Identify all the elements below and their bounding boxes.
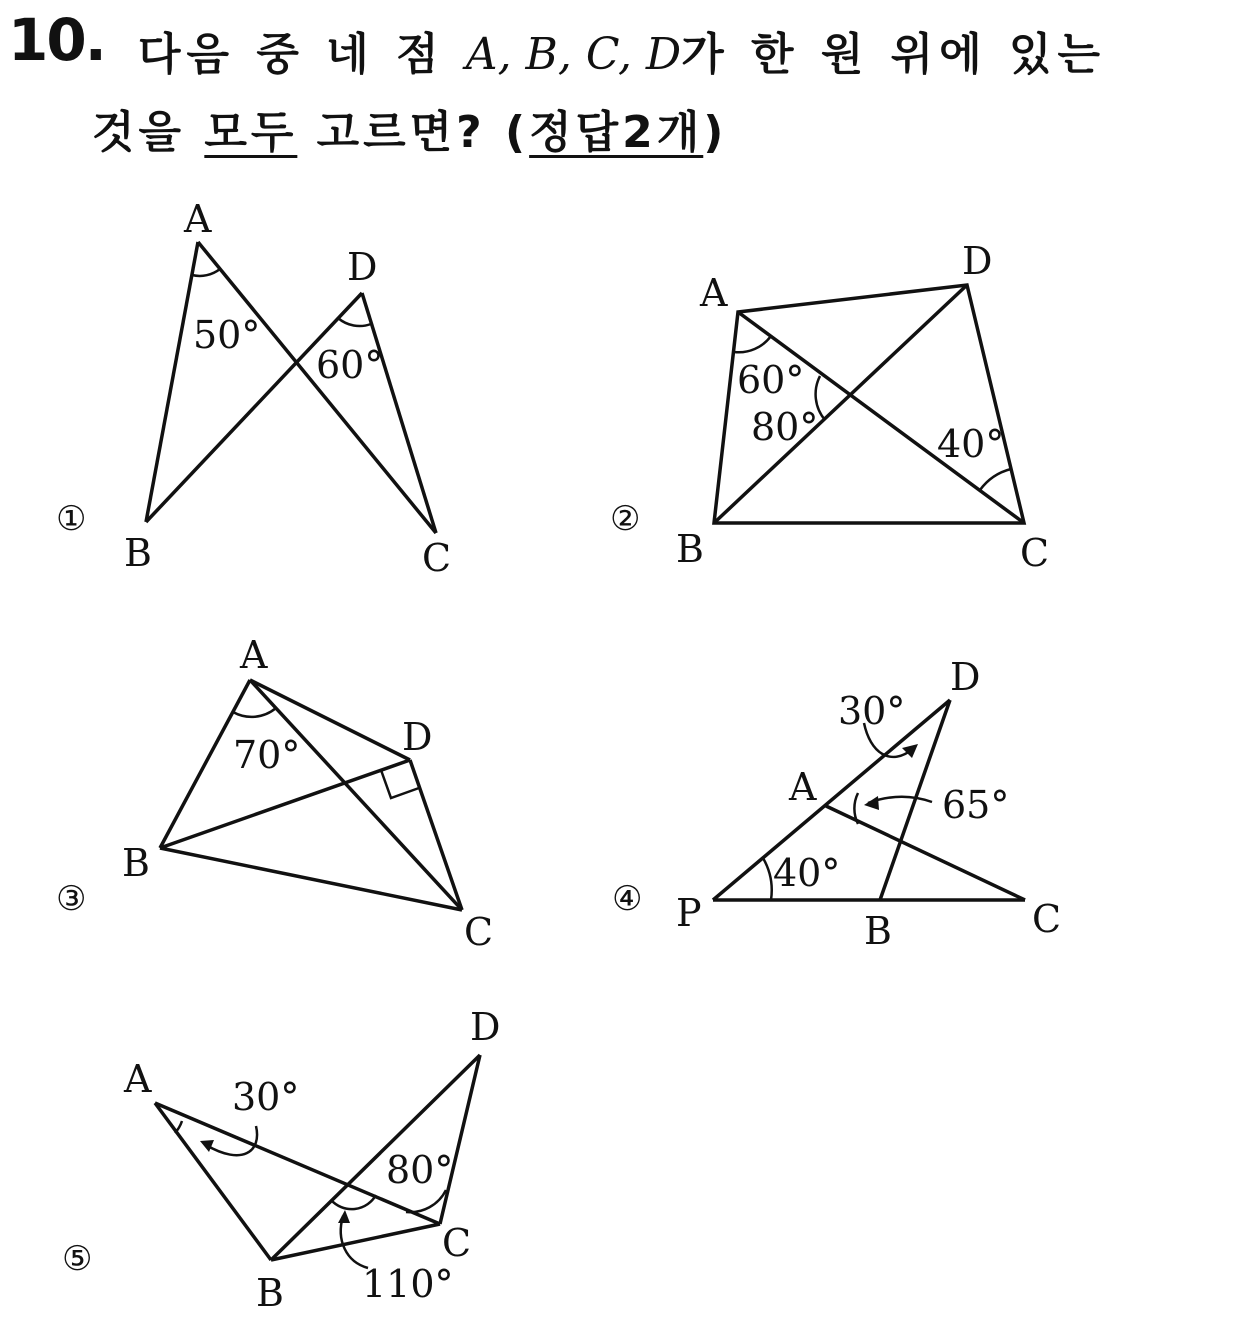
fig5-arrowhead-110: [338, 1210, 350, 1223]
question-text-line2-a: 것을: [92, 107, 205, 158]
choice-2-marker: ②: [610, 499, 641, 539]
fig4-angle-p-value: 40°: [773, 851, 841, 895]
fig3-label-c: C: [464, 910, 494, 954]
fig5-angle-110-value: 110°: [362, 1262, 454, 1306]
fig4-label-p: P: [676, 891, 702, 935]
fig4-angle-65-value: 65°: [942, 783, 1010, 827]
fig1-segment-ab: [146, 242, 198, 522]
fig2-label-d: D: [962, 239, 993, 283]
fig5-label-d: D: [470, 1005, 501, 1049]
fig2-angle-a-value: 60°: [737, 358, 805, 402]
fig5-label-a: A: [124, 1057, 152, 1101]
question-text-line2-b: 고르면? (: [297, 107, 530, 158]
answer-count-hint: 정답2개: [529, 107, 704, 158]
fig5-segment-dc: [440, 1055, 480, 1224]
question-number: 10.: [8, 6, 105, 74]
fig4-angle-arc-p: [763, 858, 772, 900]
fig1-label-a: A: [184, 197, 212, 241]
fig2-label-c: C: [1020, 531, 1050, 575]
figure-1: [146, 242, 436, 533]
fig1-label-d: D: [347, 245, 378, 289]
figure-2: [714, 285, 1024, 523]
fig2-angle-arc-c: [980, 469, 1011, 490]
fig4-label-c: C: [1032, 897, 1062, 941]
fig4-angle-30-value: 30°: [838, 689, 906, 733]
question-text-prefix: 다음 중 네 점: [138, 29, 466, 80]
fig5-angle-arc-a: [175, 1121, 182, 1133]
fig4-label-b: B: [864, 909, 892, 953]
fig5-angle-80-value: 80°: [386, 1148, 454, 1192]
fig3-angle-arc-a: [233, 708, 276, 717]
choice-5-marker: ⑤: [62, 1239, 93, 1279]
fig3-angle-a-value: 70°: [233, 733, 301, 777]
fig5-angle-30-value: 30°: [232, 1075, 300, 1119]
choice-4-marker: ④: [612, 879, 643, 919]
choice-1-marker: ①: [56, 499, 87, 539]
fig3-label-a: A: [240, 633, 268, 677]
fig2-label-b: B: [676, 527, 704, 571]
fig1-angle-arc-a: [192, 269, 220, 276]
fig5-label-c: C: [442, 1221, 472, 1265]
fig2-angle-arc-a: [734, 336, 771, 352]
fig3-segment-dc: [410, 760, 462, 910]
fig5-segment-bc: [271, 1224, 440, 1260]
fig5-arrowhead-30: [200, 1140, 214, 1152]
question-text-suffix: 가 한 원 위에 있는: [681, 29, 1107, 80]
fig1-segment-dc: [362, 293, 436, 533]
question-emphasis: 모두: [204, 107, 298, 158]
fig5-angle-arc-x: [331, 1195, 376, 1209]
fig4-arrowhead-30: [902, 744, 918, 758]
fig1-segment-ac: [198, 242, 436, 533]
fig5-angle-arc-c: [406, 1190, 446, 1212]
question-points: A, B, C, D: [465, 29, 682, 80]
fig1-angle-a-value: 50°: [193, 313, 261, 357]
fig3-label-d: D: [402, 715, 433, 759]
fig2-angle-c-value: 40°: [937, 422, 1005, 466]
fig5-label-b: B: [256, 1271, 284, 1315]
fig2-angle-center-value: 80°: [751, 405, 819, 449]
fig3-label-b: B: [122, 841, 150, 885]
choice-3-marker: ③: [56, 879, 87, 919]
fig1-label-c: C: [422, 536, 452, 580]
fig4-label-d: D: [950, 655, 981, 699]
fig1-angle-d-value: 60°: [316, 343, 384, 387]
question-text-line2-c: ): [703, 107, 728, 158]
fig4-label-a: A: [789, 765, 817, 809]
fig1-angle-arc-d: [338, 318, 371, 326]
fig1-label-b: B: [124, 531, 152, 575]
fig2-label-a: A: [700, 271, 728, 315]
fig4-arrowhead-65: [864, 796, 879, 810]
fig3-segment-bc: [160, 848, 462, 910]
